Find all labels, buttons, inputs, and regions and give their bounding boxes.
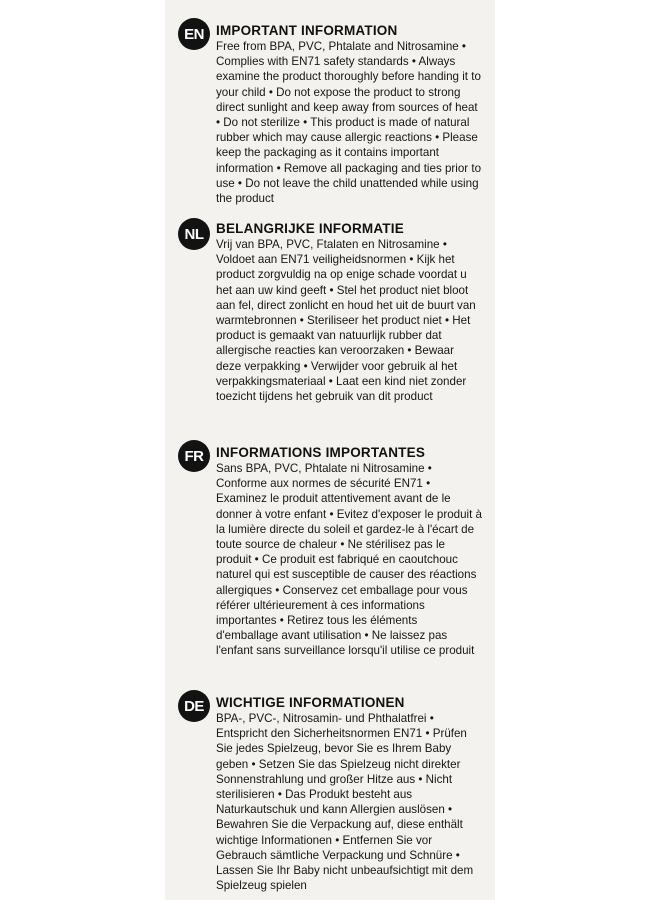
section-title-nl: BELANGRIJKE INFORMATIE <box>216 221 404 236</box>
language-badge-nl: NL <box>178 218 210 250</box>
section-body-fr: Sans BPA, PVC, Phtalate ni Nitrosamine • Conforme aux normes de sécurité EN71 • Examinez le produit attentivement avant de le donner à votre enfant • Evitez d'exposer le produit à la lumière directe du soleil et gardez-le à l'écart de toute source de chaleur • Ne stérilisez pas le produit • Ce produit est fabriqué en caoutchouc naturel qui est susceptible de causer des réactions allergiques • Conservez cet emballage pour vous référer ultérieurement à ces informations importantes • Retirez tous les éléments d'emballage avant utilisation • Ne laissez pas l'enfant sans surveillance lorsqu'il utilise ce produit <box>216 462 483 658</box>
section-body-nl: Vrij van BPA, PVC, Ftalaten en Nitrosamine • Voldoet aan EN71 veiligheidsnormen • Kijk het product zorgvuldig na op enige schade voordat u het aan uw kind geeft • Stel het product niet bloot aan fel, direct zonlicht en houd het uit de buurt van warmtebronnen • Steriliseer het product niet • Het product is gemaakt van natuurlijk rubber dat allergische reacties kan veroorzaken • Bewaar deze verpakking • Verwijder voor gebruik al het verpakkingsmateriaal • Laat een kind niet zonder toezicht tijdens het gebruik van dit product <box>216 238 476 404</box>
language-badge-fr: FR <box>178 440 210 472</box>
section-body-de: BPA-, PVC-, Nitrosamin- und Phthalatfrei • Entspricht den Sicherheitsnormen EN71 • Prüfen Sie jedes Spielzeug, bevor Sie es Ihrem Baby geben • Setzen Sie das Spielzeug nicht direkter Sonnenstrahlung und großer Hitze aus • Nicht sterilisieren • Das Produkt besteht aus Naturkautschuk und kann Allergien auslösen • Bewahren Sie die Verpackung auf, diese enthält wichtige Informationen • Entfernen Sie vor Gebrauch sämtliche Verpackung und Schnüre • Lassen Sie Ihr Baby nicht unbeaufsichtigt mit dem Spielzeug spielen <box>216 712 474 893</box>
language-badge-en: EN <box>178 18 210 50</box>
section-title-en: IMPORTANT INFORMATION <box>216 23 398 38</box>
section-body-en: Free from BPA, PVC, Phtalate and Nitrosamine • Complies with EN71 safety standards • Always examine the product thoroughly before handing it to your child • Do not expose the product to strong direct sunlight and keep away from sources of heat • Do not sterilize • This product is made of natural rubber which may cause allergic reactions • Please keep the packaging as it contains important information • Remove all packaging and ties prior to use • Do not leave the child unattended while using the product <box>216 40 482 206</box>
section-title-de: WICHTIGE INFORMATIONEN <box>216 695 405 710</box>
language-badge-de: DE <box>178 690 210 722</box>
section-title-fr: INFORMATIONS IMPORTANTES <box>216 445 426 460</box>
